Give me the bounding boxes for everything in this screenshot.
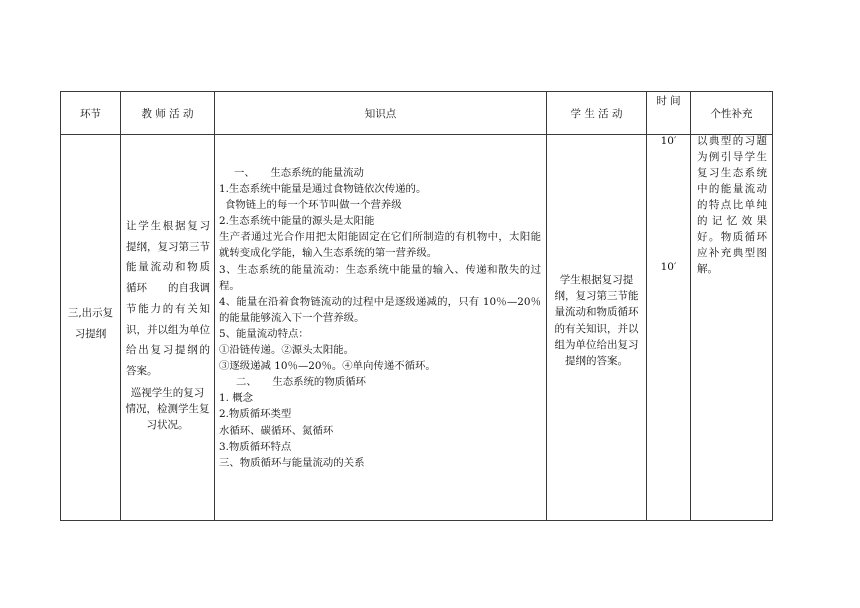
- personal-supplement-text: [697, 133, 767, 277]
- knowledge-point-line: 水循环、碳循环、氮循环: [219, 424, 334, 437]
- personal-supplement-line: 的记忆效果: [697, 215, 767, 227]
- knowledge-point-line: 食物链上的每一个环节叫做一个营养级: [225, 199, 402, 212]
- cell-stage: [61, 135, 121, 521]
- header-student-activity: 学 生 活 动: [570, 107, 623, 120]
- knowledge-point-line: ①沿链传递。②源头太阳能。: [219, 344, 355, 357]
- teacher-task-text: [126, 216, 210, 382]
- header-cell-time: [647, 92, 691, 135]
- teacher-task-line: 给出复习提纲的: [126, 344, 210, 357]
- teacher-task-line: 答案。: [126, 364, 158, 377]
- personal-supplement-line: 应补充典型图: [697, 247, 767, 259]
- student-activity-line: 提纲的答案。: [565, 355, 628, 368]
- knowledge-point-line: ③逐级递减 10％—20％。④单向传递不循环。: [219, 360, 436, 373]
- header-stage: 环节: [80, 107, 101, 120]
- personal-supplement-line: 好。物质循环: [697, 231, 767, 243]
- header-cell-personal-supplement: [691, 92, 773, 135]
- header-cell-knowledge-points: [215, 92, 547, 135]
- student-activity-line: 学生根据复习提: [559, 274, 634, 286]
- knowledge-points-text: [219, 165, 541, 471]
- header-cell-teacher-activity: [121, 92, 215, 135]
- teacher-monitoring-line: 巡视学生的复习: [130, 387, 205, 399]
- header-knowledge-points: 知识点: [364, 107, 397, 120]
- stage-text: [61, 303, 120, 345]
- header-teacher-activity: 教 师 活 动: [141, 107, 194, 120]
- knowledge-section-heading: 一、 生态系统的能量流动: [234, 167, 364, 179]
- lesson-plan-table: [60, 91, 773, 521]
- cell-personal-supplement: [691, 135, 773, 521]
- knowledge-point-line: 3.物质循环特点: [219, 440, 292, 453]
- personal-supplement-line: 复习生态系统: [697, 167, 767, 179]
- student-activity-text: [547, 272, 646, 369]
- personal-supplement-line: 的特点比单纯: [697, 199, 767, 211]
- personal-supplement-line: 解。: [697, 263, 718, 275]
- teacher-monitoring-line: 情况，检测学生复: [125, 403, 210, 415]
- teacher-task-line: 能量流动和物质: [126, 261, 210, 274]
- knowledge-point-line: 1. 概念: [219, 392, 253, 405]
- header-time: 时 间: [656, 95, 681, 107]
- teacher-task-line: 让学生根据复习: [126, 220, 210, 232]
- student-activity-line: 组为单位给出复习: [554, 338, 639, 351]
- stage-line: 三,出示复: [67, 307, 114, 319]
- cell-knowledge-points: [215, 135, 547, 521]
- teacher-monitoring-line: 习状况。: [146, 419, 189, 431]
- knowledge-point-line: 2.生态系统中能量的源头是太阳能: [219, 215, 375, 228]
- knowledge-point-line: 5、能量流动特点：: [219, 327, 309, 340]
- stage-line: 习提纲: [74, 328, 107, 340]
- knowledge-point-line: 1.生态系统中能量是通过食物链依次传递的。: [219, 183, 427, 196]
- teacher-task-line: 节能力的有关知: [126, 302, 210, 315]
- personal-supplement-line: 中的能量流动: [697, 183, 767, 195]
- student-activity-line: 的有关知识，并以: [554, 322, 639, 335]
- knowledge-point-line: 4、能量在沿着食物链流动的过程中是逐级递减的，只有 10％—20％: [219, 295, 541, 308]
- teacher-task-line: 识，并以组为单位: [126, 323, 210, 336]
- knowledge-point-line: 生产者通过光合作用把太阳能固定在它们所制造的有机物中，太阳能: [219, 231, 541, 244]
- time-value: 10′: [660, 261, 677, 273]
- time-value: 10′: [660, 135, 677, 147]
- teacher-monitoring-text: [121, 385, 214, 433]
- header-cell-student-activity: [547, 92, 647, 135]
- knowledge-point-line: 2.物质循环类型: [219, 408, 292, 421]
- header-personal-supplement: 个性补充: [710, 107, 753, 120]
- teacher-task-line: 循环 的自我调: [126, 282, 210, 295]
- knowledge-section-heading: 二、 生态系统的物质循环: [236, 376, 366, 389]
- teacher-task-line: 提纲，复习第三节: [126, 240, 210, 253]
- knowledge-point-line: 程。: [219, 279, 240, 292]
- knowledge-point-line: 就转变成化学能，输入生态系统的第一营养级。: [219, 247, 438, 260]
- knowledge-point-line: 3、生态系统的能量流动：生态系统中能量的输入、传递和散失的过: [219, 263, 541, 276]
- cell-teacher-activity: [121, 135, 215, 521]
- cell-time: [647, 135, 691, 521]
- knowledge-section-heading: 三、物质循环与能量流动的关系: [219, 456, 365, 469]
- personal-supplement-line: 以典型的习题: [697, 135, 767, 147]
- cell-student-activity: [547, 135, 647, 521]
- student-activity-line: 量流动和物质循环: [554, 306, 639, 319]
- personal-supplement-line: 为例引导学生: [697, 151, 767, 163]
- student-activity-line: 纲，复习第三节能: [554, 290, 639, 303]
- header-cell-stage: [61, 92, 121, 135]
- knowledge-point-line: 的能量能够流入下一个营养级。: [219, 311, 365, 324]
